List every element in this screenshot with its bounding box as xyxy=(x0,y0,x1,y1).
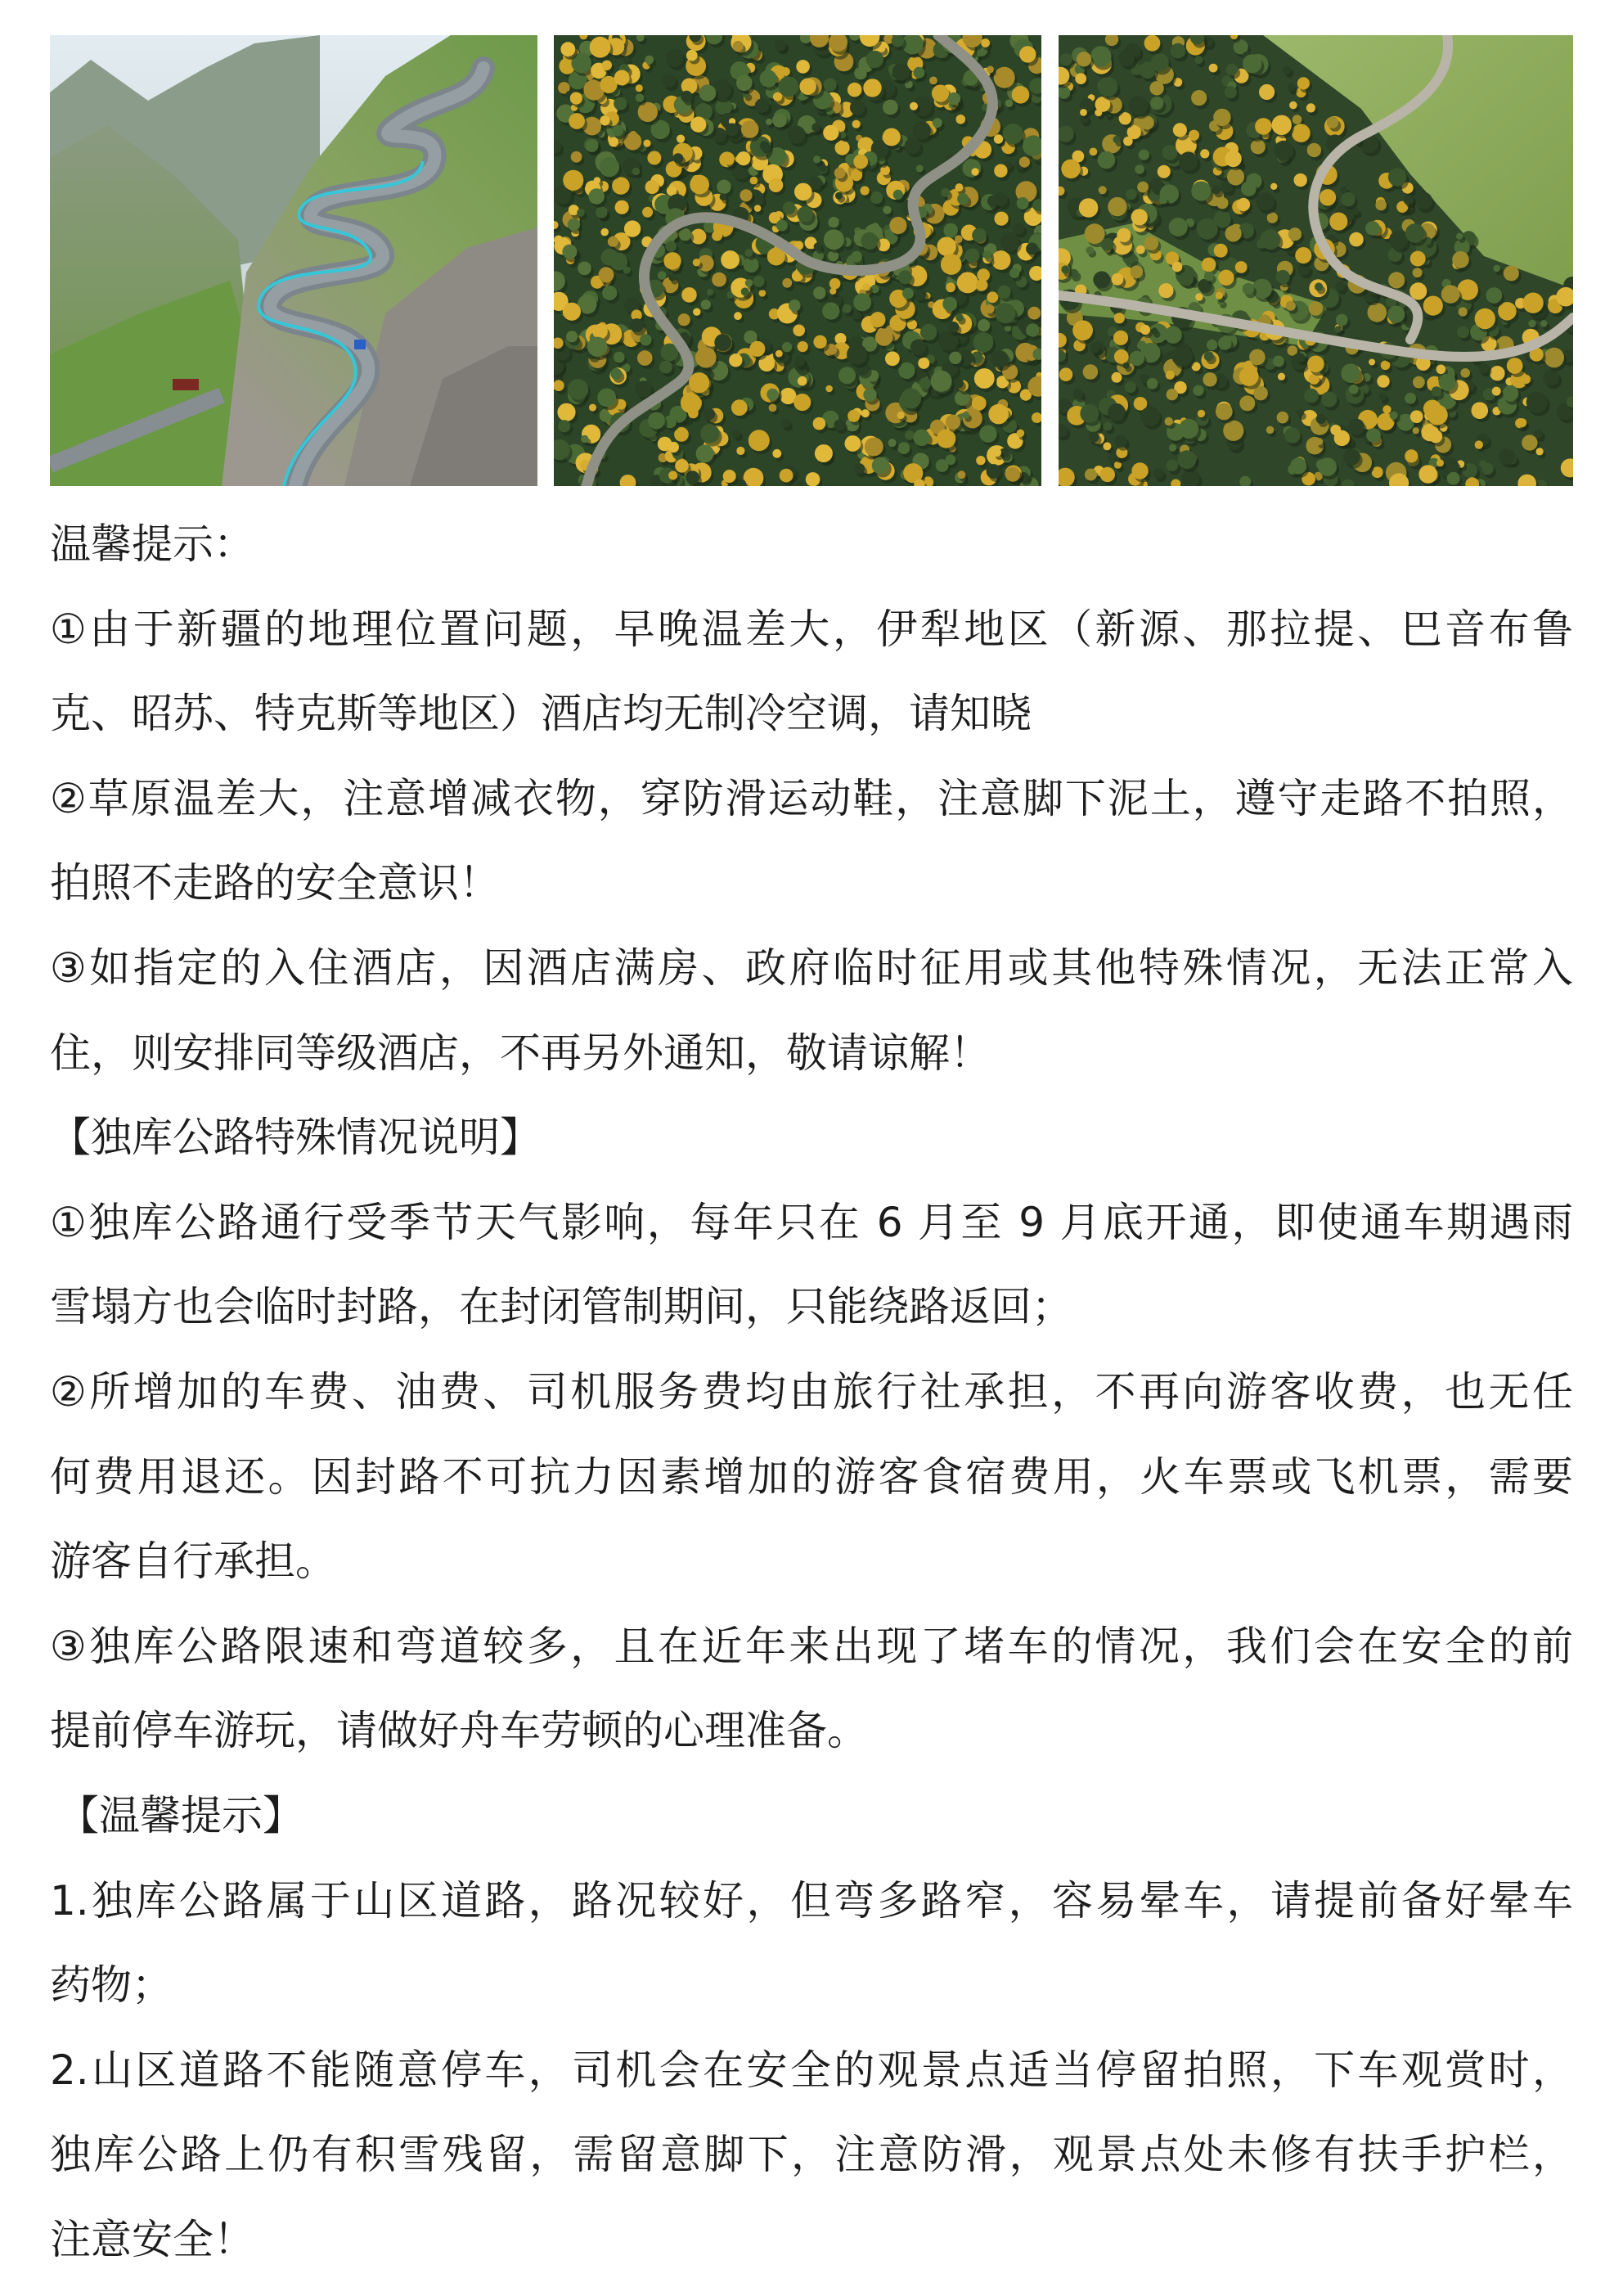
forest-aerial-illustration xyxy=(554,35,1041,486)
notice-item-line: 住，则安排同等级酒店，不再另外通知，敬请谅解！ xyxy=(50,1029,991,1077)
truck xyxy=(173,379,199,390)
duku-item xyxy=(50,1350,1573,1605)
notice-item-line: ①由于新疆的地理位置问题，早晚温差大，伊犁地区（新源、那拉提、巴音布鲁 xyxy=(50,605,1573,653)
photo-forest-road-aerial xyxy=(554,35,1041,486)
duku-item-line: 游客自行承担。 xyxy=(50,1537,336,1586)
duku-item xyxy=(50,1605,1573,1774)
duku-item-line: ③独库公路限速和弯道较多，且在近年来出现了堵车的情况，我们会在安全的前 xyxy=(50,1622,1573,1670)
mountain-road-illustration xyxy=(50,35,537,486)
tips-section-heading: 【温馨提示】 xyxy=(58,1791,303,1839)
notice-text xyxy=(50,502,1573,2282)
duku-item-line: 雪塌方也会临时封路，在封闭管制期间，只能绕路返回； xyxy=(50,1283,1072,1331)
duku-item-line: 提前停车游玩，请做好舟车劳顿的心理准备。 xyxy=(50,1707,868,1755)
duku-section-heading: 【独库公路特殊情况说明】 xyxy=(50,1114,541,1162)
duku-item-line: ①独库公路通行受季节天气影响，每年只在 6 月至 9 月底开通，即使通车期遇雨 xyxy=(50,1198,1573,1246)
notice-item-line: 克、昭苏、特克斯等地区）酒店均无制冷空调，请知晓 xyxy=(50,690,1032,738)
tips-item-line: 注意安全！ xyxy=(50,2215,254,2263)
notice-item-line: ②草原温差大，注意增减衣物，穿防滑运动鞋，注意脚下泥土，遵守走路不拍照， xyxy=(50,774,1573,822)
duku-item xyxy=(50,1181,1573,1350)
photo-meadow-road-aerial xyxy=(1059,35,1573,486)
notice-title: 温馨提示： xyxy=(50,520,254,568)
notice-item xyxy=(50,926,1573,1096)
notice-item-line: 拍照不走路的安全意识！ xyxy=(50,859,500,907)
notice-item xyxy=(50,757,1573,926)
tips-item-line: 独库公路上仍有积雪残留，需留意脚下，注意防滑，观景点处未修有扶手护栏， xyxy=(50,2131,1573,2179)
tips-item xyxy=(50,1859,1573,2028)
tips-item-line: 2.山区道路不能随意停车，司机会在安全的观景点适当停留拍照，下车观赏时， xyxy=(50,2046,1573,2094)
notice-item-line: ③如指定的入住酒店，因酒店满房、政府临时征用或其他特殊情况，无法正常入 xyxy=(50,943,1573,992)
notice-item xyxy=(50,588,1573,757)
road-sign xyxy=(354,340,366,349)
tips-item-line: 药物； xyxy=(50,1961,173,2010)
duku-item-line: 何费用退还。因封路不可抗力因素增加的游客食宿费用，火车票或飞机票，需要 xyxy=(50,1452,1573,1501)
tips-item-line: 1.独库公路属于山区道路，路况较好，但弯多路窄，容易晕车，请提前备好晕车 xyxy=(50,1876,1573,1925)
tips-item xyxy=(50,2028,1573,2283)
photo-mountain-winding-road xyxy=(50,35,537,486)
duku-item-line: ②所增加的车费、油费、司机服务费均由旅行社承担，不再向游客收费，也无任 xyxy=(50,1367,1573,1416)
meadow-aerial-illustration xyxy=(1059,35,1573,486)
